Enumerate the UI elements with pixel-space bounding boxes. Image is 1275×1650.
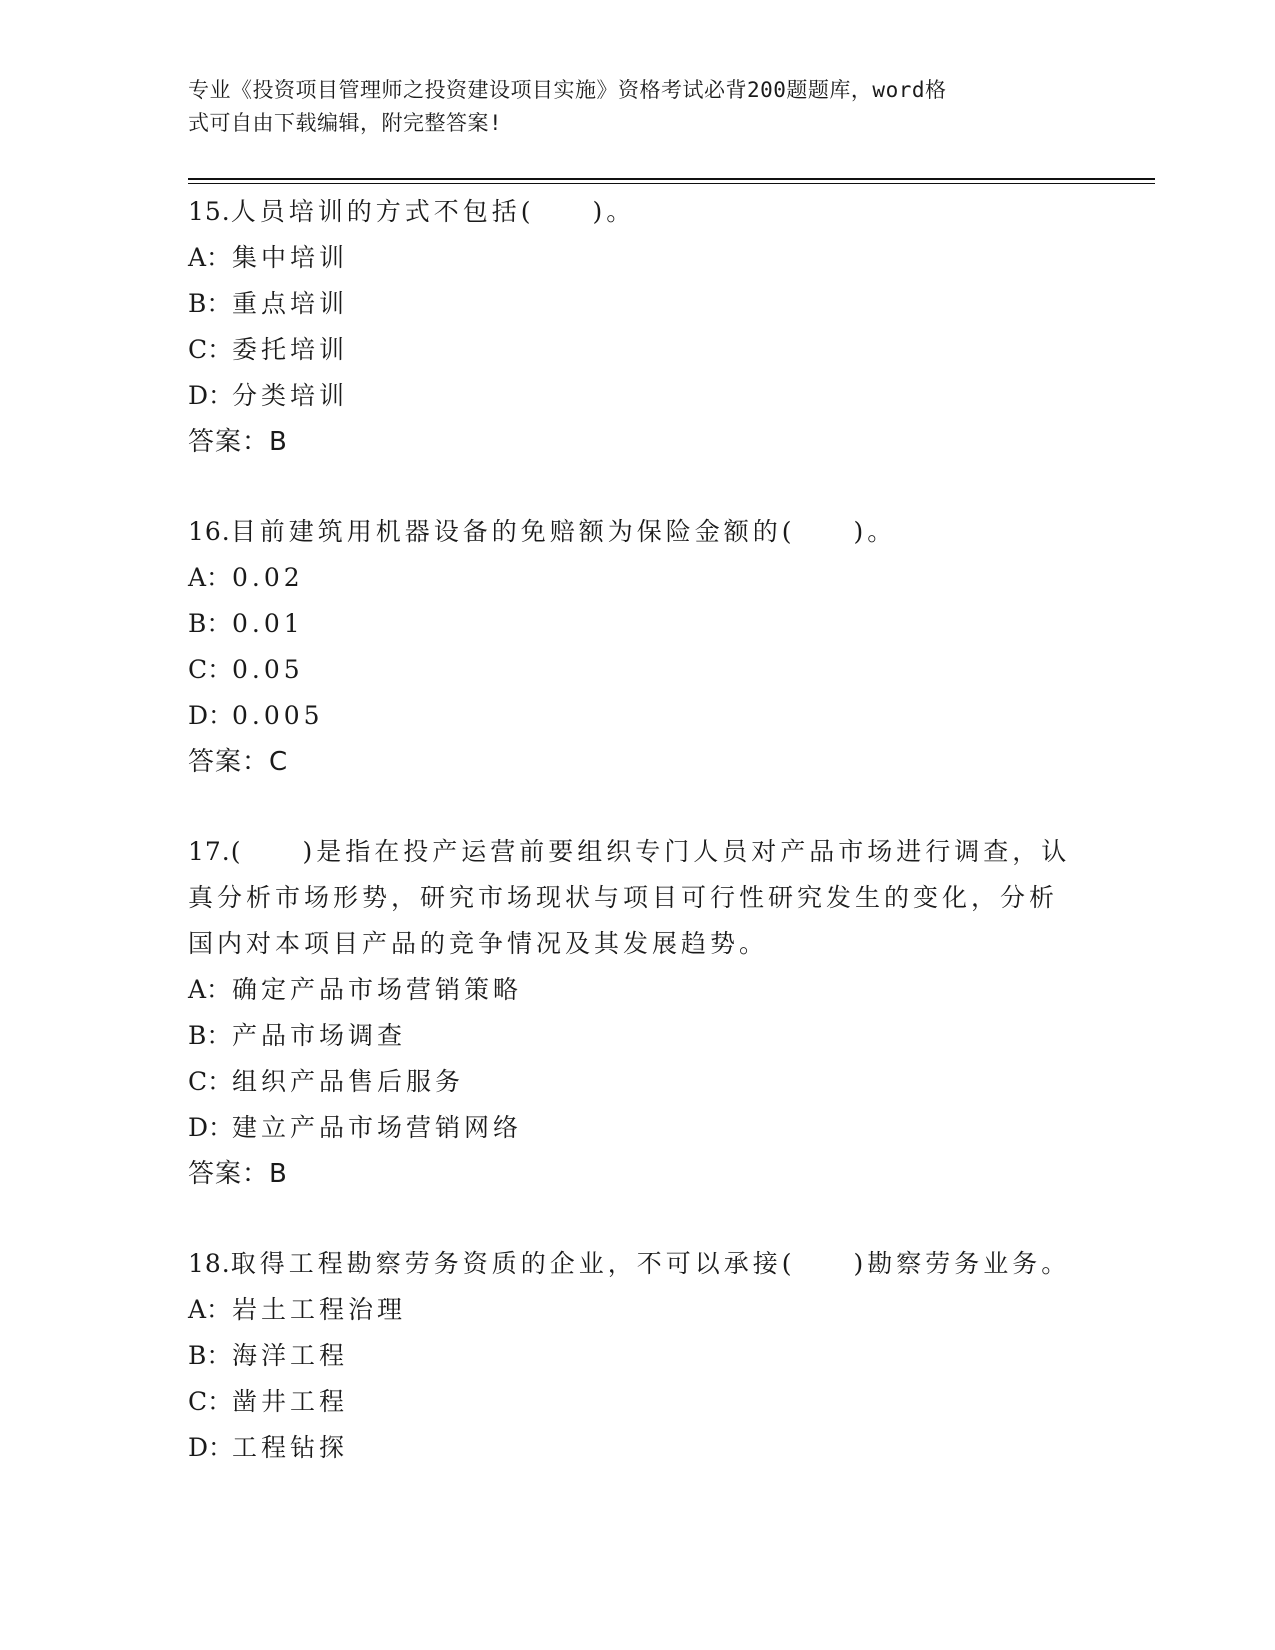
option-b	[188, 1013, 1078, 1059]
question-text: 目前建筑用机器设备的免赔额为保险金额的( )。	[230, 517, 897, 546]
option-key: B：	[188, 1021, 232, 1050]
option-c	[188, 327, 1078, 373]
option-text: 0.02	[232, 563, 304, 592]
option-text: 海洋工程	[232, 1341, 349, 1370]
question-text: 人员培训的方式不包括( )。	[230, 197, 636, 226]
question-stem	[188, 509, 1078, 555]
option-key: D：	[188, 381, 234, 410]
question-stem	[188, 189, 1078, 235]
option-text: 建立产品市场营销网络	[232, 1113, 523, 1142]
option-text: 确定产品市场营销策略	[232, 975, 523, 1004]
option-text: 分类培训	[232, 381, 349, 410]
option-c	[188, 1379, 1078, 1425]
option-key: A：	[188, 1295, 232, 1324]
question-spacer	[188, 465, 1078, 509]
option-text: 委托培训	[232, 335, 349, 364]
document-header	[188, 74, 1068, 140]
question-list	[188, 189, 1078, 1471]
question-number: 16.	[188, 517, 231, 546]
option-key: D：	[188, 1433, 234, 1462]
option-b	[188, 1333, 1078, 1379]
question-number: 17.	[188, 837, 231, 866]
answer-line: 答案：C	[188, 747, 289, 777]
option-d	[188, 373, 1078, 419]
option-key: D：	[188, 1113, 234, 1142]
question-stem-line-1	[188, 829, 1078, 875]
option-text: 产品市场调查	[232, 1021, 407, 1050]
option-key: C：	[188, 335, 233, 364]
option-key: D：	[188, 701, 234, 730]
header-divider-thin	[188, 183, 1155, 184]
option-text: 0.01	[232, 609, 304, 638]
option-b	[188, 601, 1078, 647]
option-text: 0.05	[232, 655, 304, 684]
question-spacer	[188, 785, 1078, 829]
answer-line: 答案：B	[188, 427, 288, 457]
option-key: C：	[188, 1387, 233, 1416]
option-key: B：	[188, 1341, 232, 1370]
option-key: A：	[188, 243, 232, 272]
option-a	[188, 555, 1078, 601]
question-number: 18.	[188, 1249, 231, 1278]
option-text: 凿井工程	[232, 1387, 349, 1416]
question-16	[188, 509, 1078, 785]
header-line-2: 式可自由下载编辑，附完整答案!	[188, 111, 503, 135]
question-stem-line-2: 真分析市场形势，研究市场现状与项目可行性研究发生的变化，分析	[188, 883, 1059, 912]
option-d	[188, 1105, 1078, 1151]
option-text: 重点培训	[232, 289, 349, 318]
option-b	[188, 281, 1078, 327]
option-c	[188, 647, 1078, 693]
question-spacer	[188, 1197, 1078, 1241]
option-d	[188, 693, 1078, 739]
question-17	[188, 829, 1078, 1197]
option-a	[188, 1287, 1078, 1333]
option-key: B：	[188, 609, 232, 638]
option-key: A：	[188, 563, 232, 592]
option-a	[188, 967, 1078, 1013]
option-key: A：	[188, 975, 232, 1004]
option-a	[188, 235, 1078, 281]
option-text: 集中培训	[232, 243, 349, 272]
option-key: C：	[188, 1067, 233, 1096]
question-15	[188, 189, 1078, 465]
question-stem-line-3: 国内对本项目产品的竞争情况及其发展趋势。	[188, 929, 769, 958]
question-number: 15.	[188, 197, 231, 226]
question-text: ( )是指在投产运营前要组织专门人员对产品市场进行调查，认	[230, 837, 1071, 866]
answer-line: 答案：B	[188, 1159, 288, 1189]
option-text: 组织产品售后服务	[232, 1067, 465, 1096]
option-key: C：	[188, 655, 233, 684]
header-line-1: 专业《投资项目管理师之投资建设项目实施》资格考试必背200题题库，word格	[188, 78, 947, 102]
option-text: 0.005	[232, 701, 324, 730]
option-c	[188, 1059, 1078, 1105]
option-d	[188, 1425, 1078, 1471]
option-text: 工程钻探	[232, 1433, 349, 1462]
header-divider-thick	[188, 178, 1155, 180]
question-stem	[188, 1241, 1078, 1287]
option-text: 岩土工程治理	[232, 1295, 407, 1324]
question-text: 取得工程勘察劳务资质的企业，不可以承接( )勘察劳务业务。	[230, 1249, 1071, 1278]
question-18	[188, 1241, 1078, 1471]
option-key: B：	[188, 289, 232, 318]
